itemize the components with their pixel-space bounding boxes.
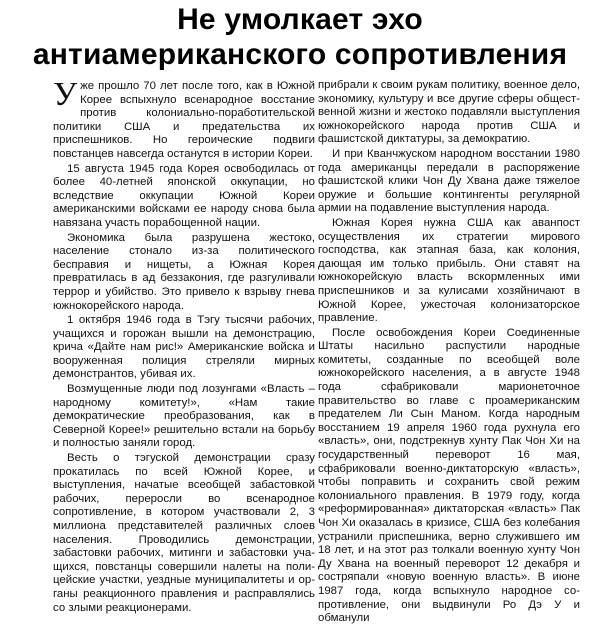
- left-column: [53, 76, 315, 615]
- paragraph: Экономика была разрушена жестоко, население стонало из-за политического бесправия и нищеты, а Южная Корея превратилась в ад беззакония, где разгуливали террор и убийство. Это привело к взрыву гнева южнокорейского народа.: [53, 231, 315, 312]
- headline-line-2: антиамериканского сопротивления: [32, 38, 568, 71]
- paragraph: Весть о тэгуской демонстрации сразу прокатилась по всей Южной Корее, и выступления, начатые всеобщей забастовкой рабочих, переросли во всенародное сопротивление, в котором участвовали 2, 3 миллиона представителей различных слоев населения. Проводились демонстрации, забастовки рабочих, митинги и забастовки учащихся, повстанцы совершили налеты на полицейские участки, уездные муниципалитеты и органы реакционного правления и расправлялись со злыми реакционерами.: [53, 452, 315, 614]
- article-headline: [0, 2, 600, 72]
- paragraph: Южная Корея нужна США как аванпост осуществления их стратегии мирового господства, как этапная база, как колония, дающая им только прибыль. Они ставят на южнокорейскую власть вскормленных ими приспешников и за кулисами хозяйничают в Южной Корее, ужесточая колонизаторское правление.: [318, 216, 580, 325]
- headline-line-1: Не умолкает эхо: [177, 3, 423, 36]
- paragraph: Возмущенные люди под лозунгами «Власть – народному комитету!», «Нам такие демократические преобразования, как в Северной Корее!» решительно встали на борьбу и полностью заняли город.: [53, 383, 315, 450]
- paragraph: После освобождения Кореи Соединенные Штаты насильно распустили народные комитеты, созданные по всеобщей воле южнокорейского населения, а в августе 1948 года сфабриковали марионеточное правительство во главе с проамериканским предателем Ли Сын Маном. Когда народным восстанием 19 апреля 1960 года рухнула его «власть», они, подстрекнув хунту Пак Чон Хи на государственный переворот 16 мая, сфабриковали военно-диктаторскую «власть», чтобы поправить и сохранить свой режим колониального правления. В 1979 году, когда «реформированная» диктаторская «власть» Пак Чон Хи оказалась в кризисе, США без колебания устранили приспешника, верно служившего им 18 лет, и на этот раз толкали военную хунту Чон Ду Хвана на военный переворот 12 декабря и состряпали «новую военную власть». В июне 1987 года, когда вспыхнуло народное сопротивление, они выдвинули Ро Дэ У и обманули: [318, 326, 580, 625]
- paragraph: 15 августа 1945 года Корея освободилась от более 40-летней японской оккупации, но вследствие оккупации Южной Кореи американскими войсками ее народу снова была навязана участь порабощенной нации.: [53, 162, 315, 229]
- paragraph: И при Кванчжуском народном восстании 1980 года американцы передали в распоряжение фашистской клики Чон Ду Хвана даже тяжелое оружие и большие контингенты регулярной армии на подавление выступления народа.: [318, 147, 580, 215]
- paragraph: 1 октября 1946 года в Тэгу тысячи рабочих, учащихся и горожан вышли на демонстрацию, крича «Дайте нам рис!» Американские войска и вооруженная полиция стреляли мирных демонстрантов, убивая их.: [53, 314, 315, 381]
- paragraph: [53, 76, 315, 162]
- paragraph: прибрали к своим рукам политику, военное дело, экономику, культуру и все другие сферы общественной жизни и жестоко подавляли выступления южнокорейского народа против США и фашистской диктатуры, за демократию.: [318, 79, 580, 146]
- paragraph-text: же прошло 70 лет после того, как в Южной Корее вспыхнуло всенародное восстание против колониально-поработительской политики США и предательства их приспешников. Но героические подвиги повстанцев навсегда останутся в истории Кореи.: [53, 80, 315, 160]
- drop-cap: У: [53, 76, 78, 113]
- right-column: [318, 79, 580, 626]
